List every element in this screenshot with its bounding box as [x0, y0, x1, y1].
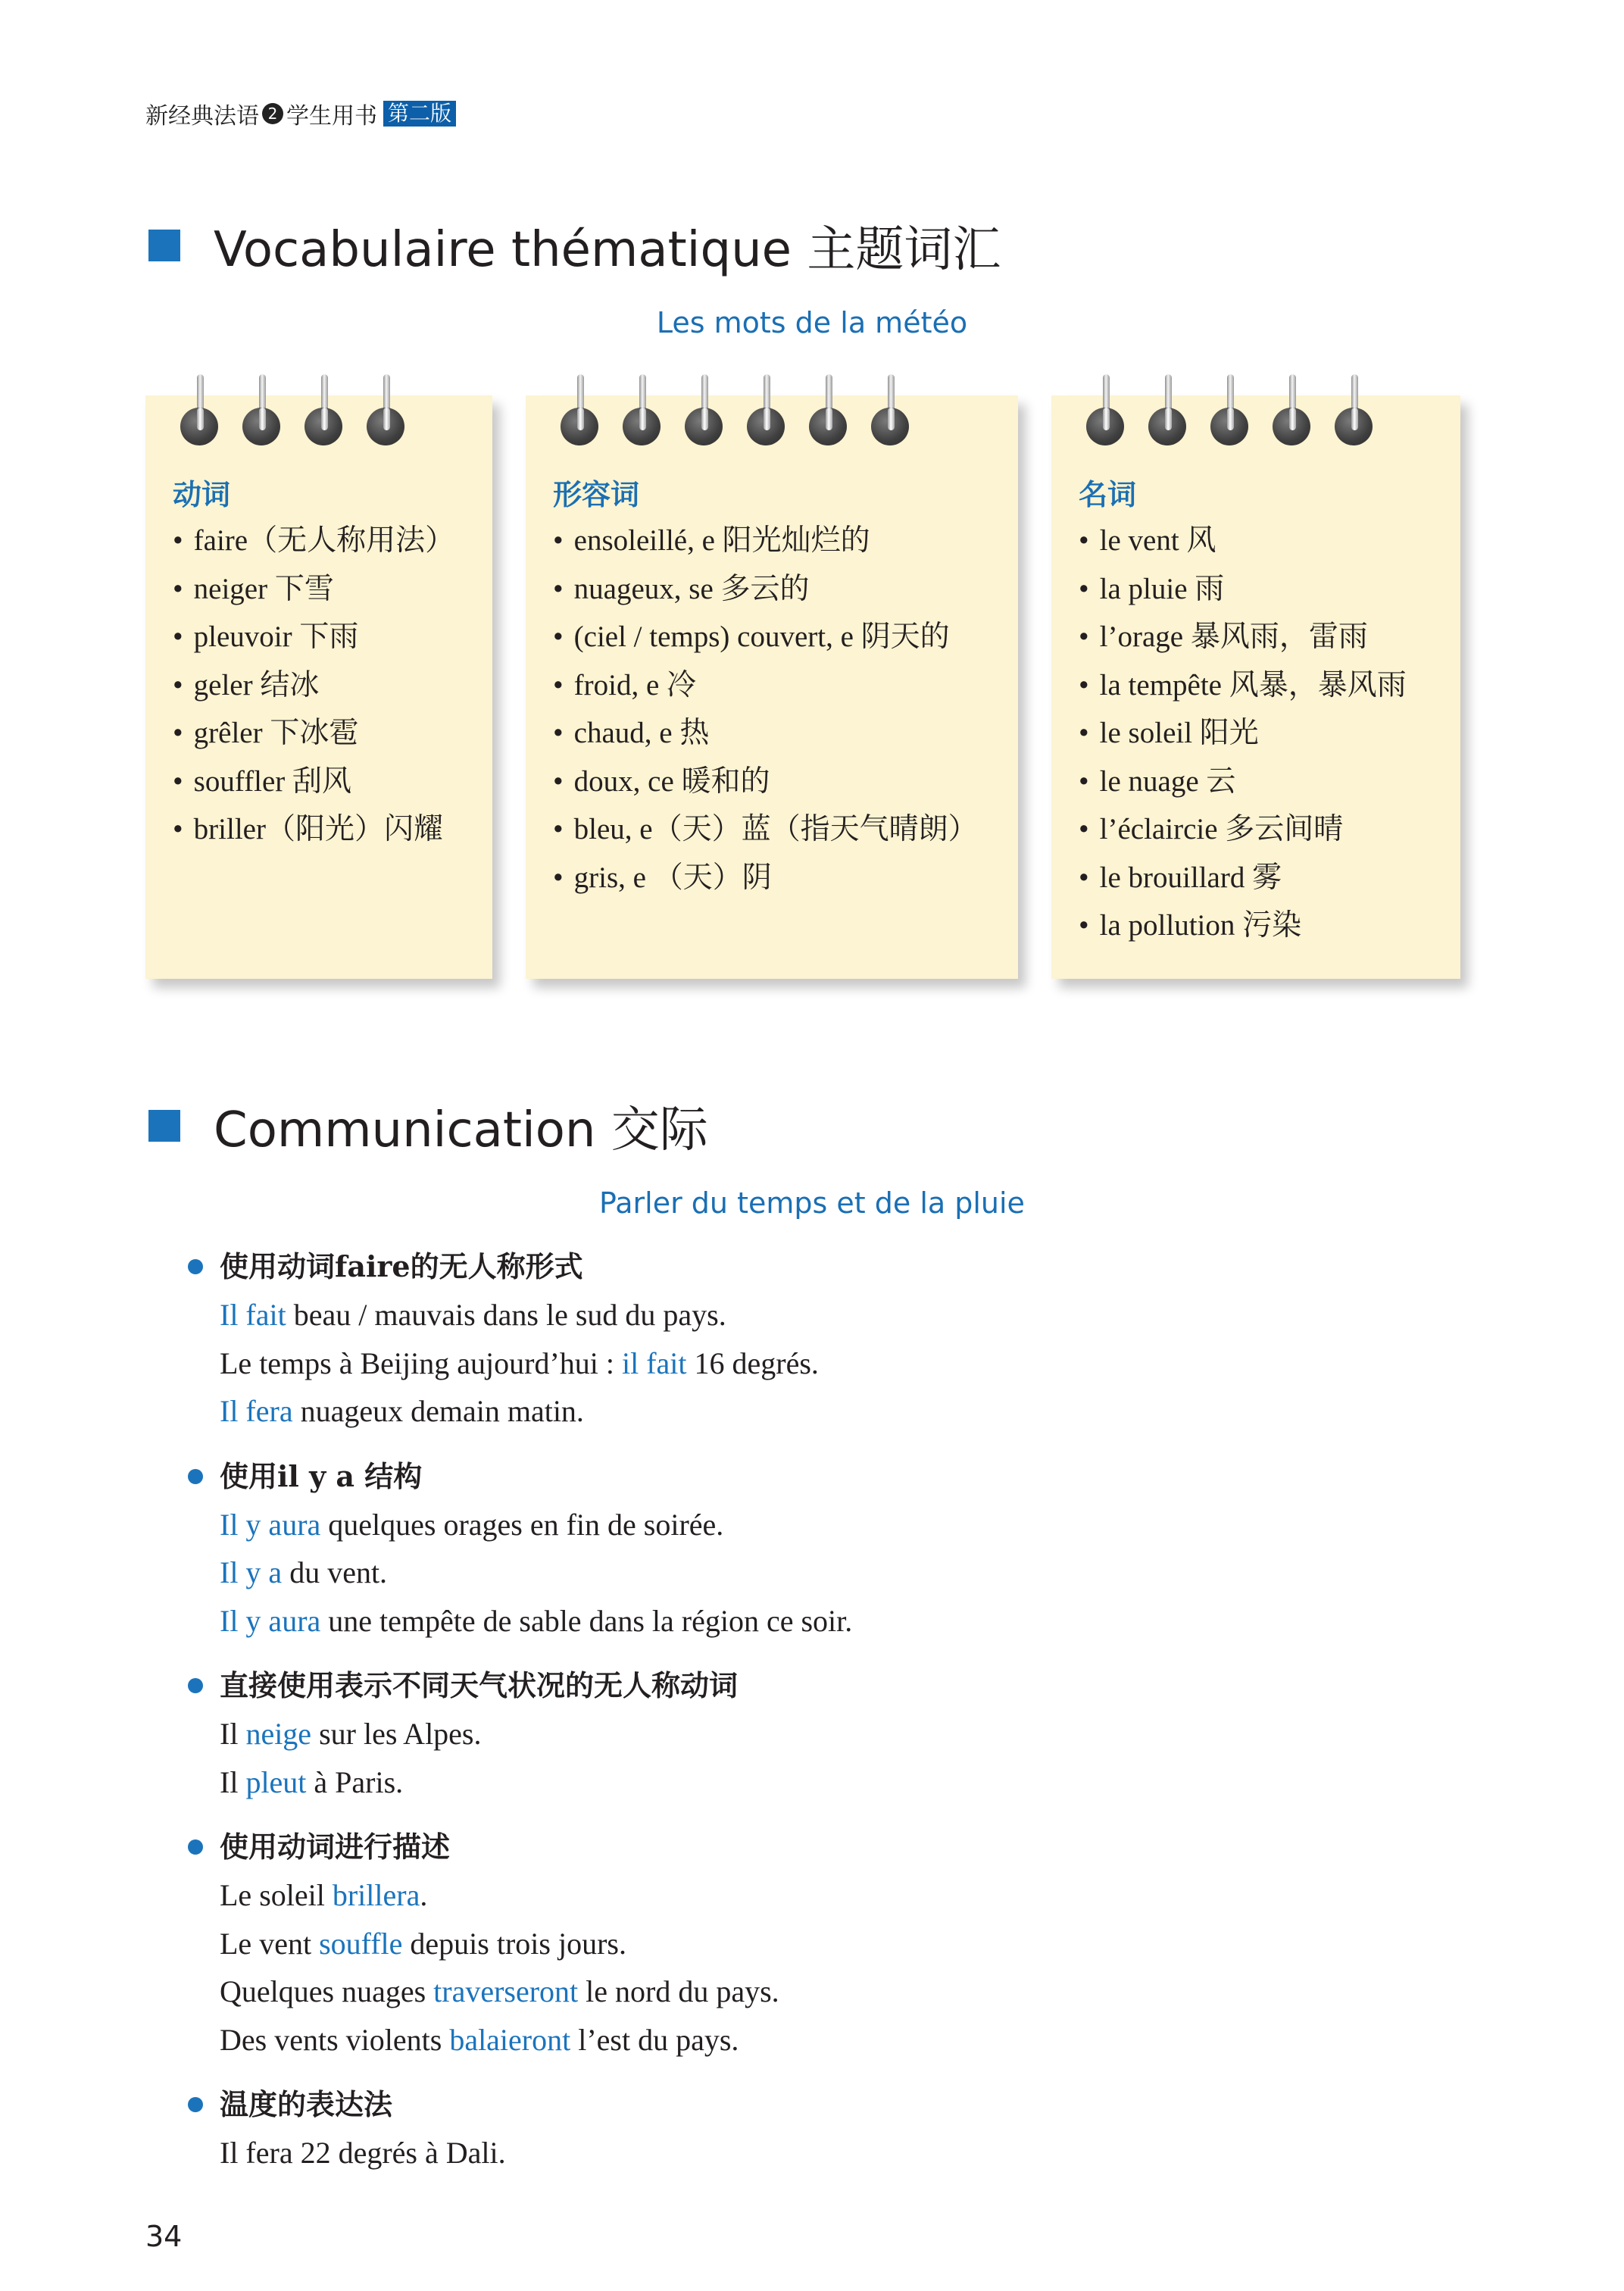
- usage-group: [220, 1823, 1507, 2064]
- example-sentence: Il y a du vent.: [220, 1555, 388, 1589]
- book-title: 新经典法语: [145, 103, 259, 130]
- section-square-icon: [148, 1110, 180, 1142]
- card-heading: 名词: [1079, 477, 1137, 511]
- example-sentence: Le soleil brillera.: [220, 1878, 428, 1912]
- spiral-rings: [1086, 374, 1397, 450]
- vocab-card-nouns: [1051, 395, 1460, 979]
- ring-icon: [1086, 374, 1126, 450]
- usage-heading: 使用动词faire的无人称形式: [220, 1242, 1507, 1291]
- ring-icon: [367, 374, 406, 450]
- vocab-item: • grêler 下冰雹: [173, 709, 454, 758]
- ring-icon: [180, 374, 220, 450]
- vocab-item: • froid, e 冷: [553, 661, 978, 710]
- example-sentence: Le vent souffle depuis trois jours.: [220, 1926, 626, 1961]
- usage-heading: 使用动词进行描述: [220, 1823, 1507, 1871]
- ring-icon: [561, 374, 600, 450]
- vocab-item: • chaud, e 热: [553, 709, 978, 758]
- vocab-title-text: Vocabulaire thématique 主题词汇: [214, 222, 1001, 278]
- example-sentence: Il fera 22 degrés à Dali.: [220, 2136, 506, 2170]
- usage-group: [220, 1242, 1507, 1436]
- vocab-card-verbs: [145, 395, 492, 979]
- spiral-rings: [180, 374, 429, 450]
- usage-heading: 直接使用表示不同天气状况的无人称动词: [220, 1661, 1507, 1710]
- vocab-item: • nuageux, se 多云的: [553, 565, 978, 614]
- example-sentence: Il fait beau / mauvais dans le sud du pays.: [220, 1298, 726, 1332]
- vocab-card-adjectives: [526, 395, 1018, 979]
- ring-icon: [871, 374, 910, 450]
- page-number: 34: [145, 2220, 183, 2253]
- vocab-item: • gris, e （天）阴: [553, 854, 978, 902]
- ring-icon: [242, 374, 282, 450]
- vocab-subtitle: Les mots de la météo: [656, 306, 968, 339]
- example-sentence: Il y aura quelques orages en fin de soirée.: [220, 1507, 724, 1542]
- usage-heading: 使用il y a 结构: [220, 1452, 1507, 1501]
- usage-heading: 温度的表达法: [220, 2080, 1507, 2129]
- ring-icon: [809, 374, 848, 450]
- vocab-item: • la pluie 雨: [1079, 565, 1407, 614]
- communication-title-text: Communication 交际: [214, 1102, 708, 1158]
- usage-group: [220, 1661, 1507, 1806]
- edition-badge: 第二版: [383, 101, 456, 127]
- ring-icon: [1273, 374, 1312, 450]
- vocab-item: • ensoleillé, e 阳光灿烂的: [553, 517, 978, 565]
- vocab-item: • bleu, e（天）蓝（指天气晴朗）: [553, 805, 978, 854]
- ring-icon: [685, 374, 724, 450]
- section-square-icon: [148, 230, 180, 261]
- vocab-list: [553, 517, 978, 902]
- card-heading: 形容词: [553, 477, 640, 511]
- example-sentence: Il y aura une tempête de sable dans la région ce soir.: [220, 1603, 853, 1638]
- vocab-item: • l’éclaircie 多云间晴: [1079, 805, 1407, 854]
- communication-subtitle: Parler du temps et de la pluie: [599, 1186, 1025, 1220]
- vocab-item: • geler 结冰: [173, 661, 454, 710]
- vocab-item: • pleuvoir 下雨: [173, 613, 454, 661]
- vocab-item: • la tempête 风暴，暴风雨: [1079, 661, 1407, 710]
- vocab-item: • souffler 刮风: [173, 758, 454, 806]
- vocab-item: • doux, ce 暖和的: [553, 758, 978, 806]
- book-subtitle: 学生用书: [286, 103, 377, 130]
- vocab-item: • briller（阳光）闪耀: [173, 805, 454, 854]
- example-sentence: Des vents violents balaieront l’est du pays.: [220, 2022, 739, 2057]
- ring-icon: [1210, 374, 1250, 450]
- vocab-item: • le vent 风: [1079, 517, 1407, 565]
- ring-icon: [747, 374, 786, 450]
- ring-icon: [1335, 374, 1374, 450]
- vocab-item: • le soleil 阳光: [1079, 709, 1407, 758]
- communication-content: [220, 1242, 1507, 2194]
- usage-group: [220, 2080, 1507, 2177]
- volume-number: 2: [262, 103, 283, 124]
- vocab-section-title: [148, 211, 1001, 280]
- vocab-list: [1079, 517, 1407, 950]
- example-sentence: Il pleut à Paris.: [220, 1764, 404, 1799]
- ring-icon: [623, 374, 662, 450]
- communication-section-title: [148, 1091, 708, 1161]
- example-sentence: Quelques nuages traverseront le nord du pays.: [220, 1974, 779, 2008]
- ring-icon: [304, 374, 344, 450]
- example-sentence: Il fera nuageux demain matin.: [220, 1394, 584, 1428]
- vocab-item: • le brouillard 雾: [1079, 854, 1407, 902]
- vocab-item: • l’orage 暴风雨，雷雨: [1079, 613, 1407, 661]
- vocab-list: [173, 517, 454, 854]
- vocab-item: • la pollution 污染: [1079, 902, 1407, 950]
- vocab-item: • le nuage 云: [1079, 758, 1407, 806]
- spiral-rings: [561, 374, 933, 450]
- vocab-item: • faire（无人称用法）: [173, 517, 454, 565]
- ring-icon: [1148, 374, 1188, 450]
- card-heading: 动词: [173, 477, 231, 511]
- example-sentence: Le temps à Beijing aujourd’hui : il fait 16 degrés.: [220, 1346, 819, 1380]
- running-header: [145, 97, 456, 130]
- vocab-item: • (ciel / temps) couvert, e 阴天的: [553, 613, 978, 661]
- vocab-item: • neiger 下雪: [173, 565, 454, 614]
- usage-group: [220, 1452, 1507, 1646]
- example-sentence: Il neige sur les Alpes.: [220, 1717, 482, 1751]
